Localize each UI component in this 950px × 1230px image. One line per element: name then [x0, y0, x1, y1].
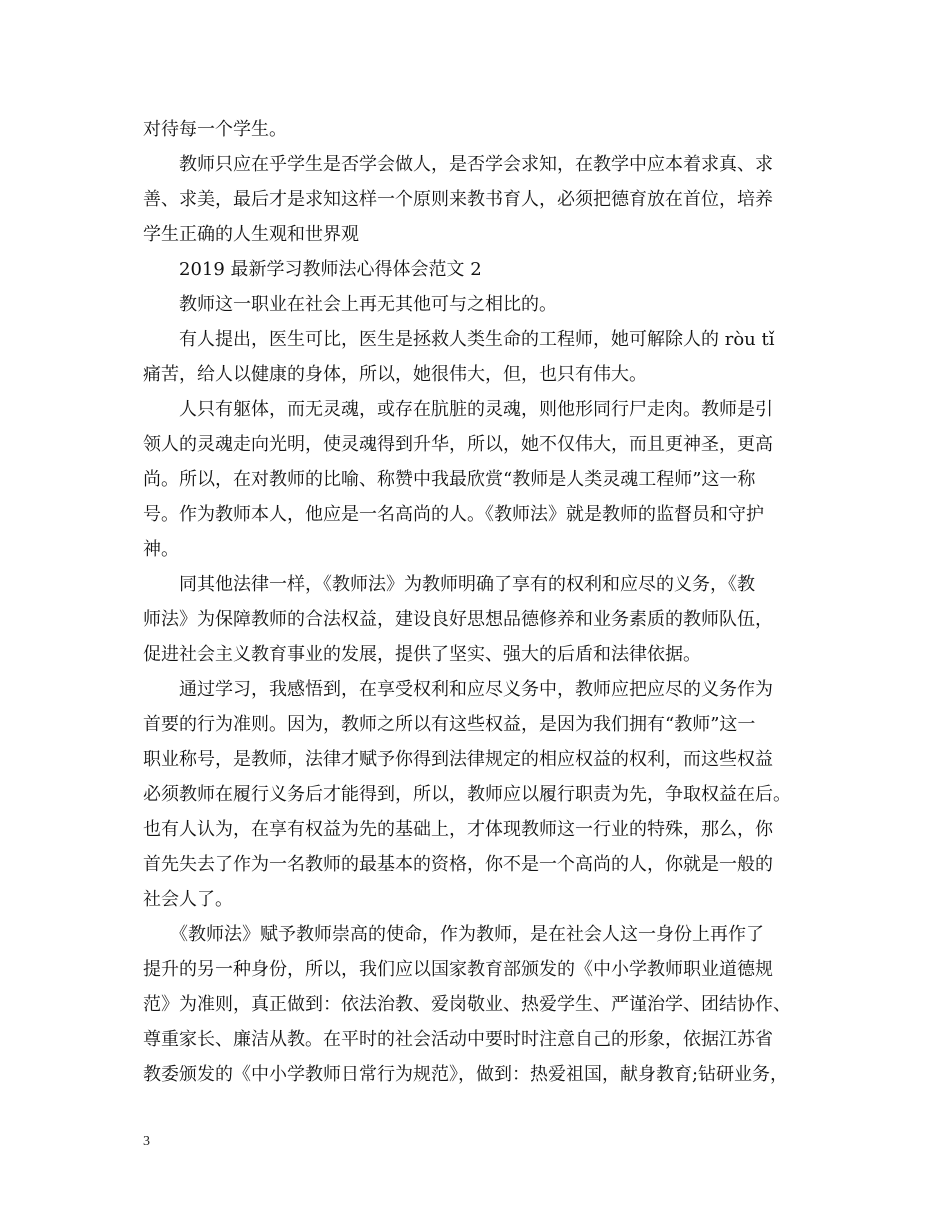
text-line: 同其他法律一样，《教师法》为教师明确了享有的权利和应尽的义务，《教 [143, 574, 755, 595]
text-line: 尚。所以，在对教师的比喻、称赞中我最欣赏“教师是人类灵魂工程师”这一称 [143, 469, 756, 490]
text-line: 对待每一个学生。 [143, 119, 287, 140]
text-line: 尊重家长、廉洁从教。在平时的社会活动中要时时注意自己的形象，依据江苏省 [143, 1029, 773, 1050]
text-line: 号。作为教师本人，他应是一名高尚的人。《教师法》就是教师的监督员和守护 [143, 504, 764, 525]
page-number: 3 [143, 1134, 150, 1149]
text-line: 职业称号，是教师，法律才赋予你得到法律规定的相应权益的权利，而这些权益 [143, 749, 773, 770]
document-body [143, 112, 833, 1092]
text-line: 首先失去了作为一名教师的最基本的资格，你不是一个高尚的人，你就是一般的 [143, 854, 773, 875]
text-line: 神。 [143, 539, 179, 560]
text-line: 教委颁发的《中小学教师日常行为规范》，做到：热爱祖国，献身教育;钻研业务， [143, 1064, 789, 1085]
text-line: 通过学习，我感悟到，在享受权利和应尽义务中，教师应把应尽的义务作为 [143, 679, 773, 700]
text-line: 《教师法》赋予教师崇高的使命，作为教师，是在社会人这一身份上再作了 [143, 924, 764, 945]
text-line: 人只有躯体，而无灵魂，或存在肮脏的灵魂，则他形同行尸走肉。教师是引 [143, 399, 773, 420]
text-line: 促进社会主义教育事业的发展，提供了坚实、强大的后盾和法律依据。 [143, 644, 701, 665]
text-line: 提升的另一种身份，所以，我们应以国家教育部颁发的《中小学教师职业道德规 [143, 959, 773, 980]
text-line: 有人提出，医生可比，医生是拯救人类生命的工程师，她可解除人的 ròu tǐ [143, 329, 775, 350]
text-line: 社会人了。 [143, 889, 233, 910]
text-line: 范》为准则，真正做到：依法治教、爱岗敬业、热爱学生、严谨治学、团结协作、 [143, 994, 791, 1015]
text-line: 领人的灵魂走向光明，使灵魂得到升华，所以，她不仅伟大，而且更神圣，更高 [143, 434, 773, 455]
text-line: 师法》为保障教师的合法权益，建设良好思想品德修养和业务素质的教师队伍， [143, 609, 773, 630]
text-line: 教师这一职业在社会上再无其他可与之相比的。 [143, 294, 557, 315]
text-line: 必须教师在履行义务后才能得到，所以，教师应以履行职责为先，争取权益在后。 [143, 784, 791, 805]
text-line: 也有人认为，在享有权益为先的基础上，才体现教师这一行业的特殊，那么，你 [143, 819, 773, 840]
text-line: 善、求美，最后才是求知这样一个原则来教书育人，必须把德育放在首位，培养 [143, 189, 773, 210]
text-line: 学生正确的人生观和世界观 [143, 224, 359, 245]
section-heading: 2019 最新学习教师法心得体会范文 2 [143, 259, 482, 280]
text-line: 痛苦，给人以健康的身体，所以，她很伟大，但，也只有伟大。 [143, 364, 647, 385]
text-line: 教师只应在乎学生是否学会做人，是否学会求知，在教学中应本着求真、求 [143, 154, 773, 175]
text-line: 首要的行为准则。因为，教师之所以有这些权益，是因为我们拥有“教师”这一 [143, 714, 756, 735]
